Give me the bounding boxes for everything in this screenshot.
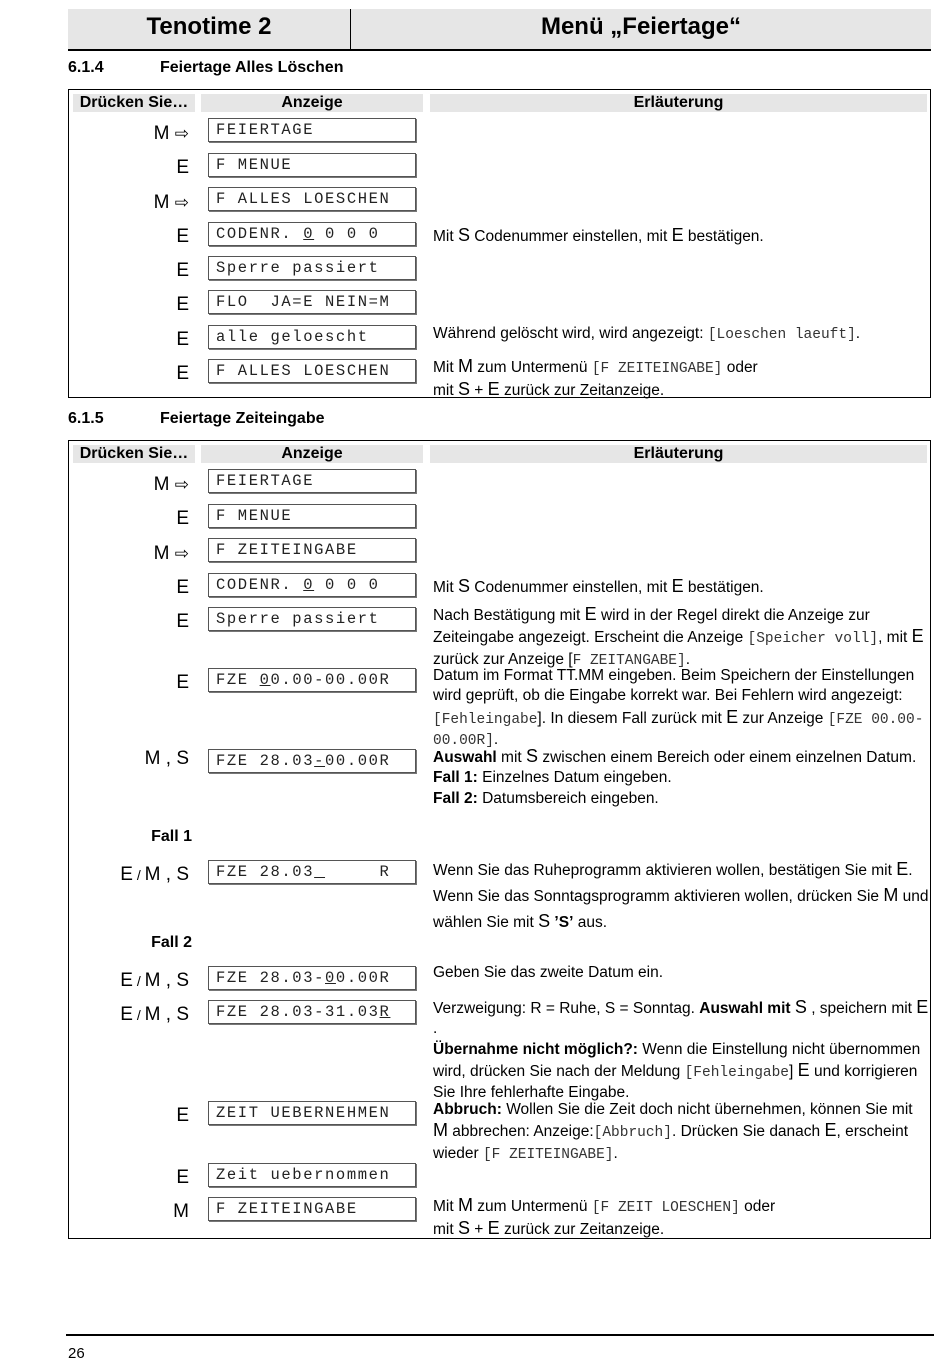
press-key: E [176,329,189,350]
page-number: 26 [68,1345,85,1362]
chapter-title: Menü „Feiertage“ [540,13,742,40]
section-title-6-1-4: 6.1.4 Feiertage Alles Löschen [68,59,344,76]
table-feiertage-loeschen [68,89,931,398]
lcd-display: F ZEITEINGABE [208,538,416,562]
press-key: E / M , S [120,1004,189,1025]
lcd-display: Zeit uebernommen [208,1163,416,1187]
footer-divider [66,1334,934,1336]
description: Nach Bestätigung mit E wird in der Regel direkt die Anzeige zur Zeiteingabe angezeigt. Erscheint die Anzeige [Speicher voll], mit E zurück zur Anzeige [F ZEITANGABE]. [433,604,924,669]
description: Mit S Codenummer einstellen, mit E bestätigen. [433,225,764,245]
col-press-header: Drücken Sie… [73,94,195,112]
press-key: E / M , S [120,864,189,885]
col-desc-header: Erläuterung [430,94,927,112]
lcd-display: F ZEITEINGABE [208,1197,416,1221]
press-key: E [176,1167,189,1188]
press-key: E [176,1105,189,1126]
lcd-display: alle geloescht [208,325,416,349]
lcd-display: F ALLES LOESCHEN [208,359,416,383]
table-feiertage-zeiteingabe [68,440,931,1239]
lcd-display: FEIERTAGE [208,469,416,493]
description: Mit M zum Untermenü [F ZEITEINGABE] oder mit S + E zurück zur Zeitanzeige. [433,356,758,400]
lcd-display: CODENR. 0 0 0 0 [208,573,416,597]
description: Wenn Sie das Ruheprogramm aktivieren wollen, bestätigen Sie mit E. Wenn Sie das Sonntagsprogramm aktivieren wollen, drücken Sie M und wählen Sie mit S ’S’ aus. [433,859,929,931]
section-title-6-1-5: 6.1.5 Feiertage Zeiteingabe [68,410,325,427]
description: Abbruch: Wollen Sie die Zeit doch nicht übernehmen, können Sie mit M abbrechen: Anzeige:[Abbruch]. Drücken Sie danach E, erscheint wieder [F ZEITEINGABE]. [433,1101,913,1163]
lcd-display: CODENR. 0 0 0 0 [208,222,416,246]
lcd-display: FLO JA=E NEIN=M [208,290,416,314]
press-key: M ⇨ [153,474,189,495]
case-label-fall-2: Fall 2 [151,934,192,951]
arrow-right-icon: ⇨ [174,124,189,143]
lcd-display: F MENUE [208,153,416,177]
description: Während gelöscht wird, wird angezeigt: [Loeschen laeuft]. [433,325,861,343]
lcd-display: FZE 28.03 R [208,860,416,884]
description: Mit S Codenummer einstellen, mit E bestätigen. [433,576,764,596]
press-key: E / M , S [120,970,189,991]
press-key: E [176,672,189,693]
col-press-header: Drücken Sie… [73,445,195,463]
press-key: M ⇨ [153,192,189,213]
arrow-right-icon: ⇨ [174,475,189,494]
col-display-header: Anzeige [201,94,423,112]
lcd-display: FZE 00.00-00.00R [208,668,416,692]
press-key: E [176,577,189,598]
press-key: M [173,1201,189,1222]
press-key: E [176,157,189,178]
lcd-display: Sperre passiert [208,256,416,280]
lcd-display: Sperre passiert [208,607,416,631]
description: Auswahl mit S zwischen einem Bereich oder einem einzelnen Datum. Fall 1: Einzelnes Datum eingeben. Fall 2: Datumsbereich eingeben. [433,746,917,807]
lcd-display: FEIERTAGE [208,118,416,142]
page-header [68,9,931,51]
press-key: M ⇨ [153,543,189,564]
case-label-fall-1: Fall 1 [151,828,192,845]
description: Geben Sie das zweite Datum ein. [433,964,664,981]
description: Verzweigung: R = Ruhe, S = Sonntag. Auswahl mit S , speichern mit E . Übernahme nicht möglich?: Wenn die Einstellung nicht übernommen wird, drücken Sie nach der Meldung [Fehleingabe] E und korrigieren Sie Ihre fehlerhafte Eingabe. [433,997,929,1102]
col-display-header: Anzeige [201,445,423,463]
press-key: E [176,611,189,632]
press-key: E [176,363,189,384]
lcd-display: FZE 28.03-00.00R [208,966,416,990]
col-desc-header: Erläuterung [430,445,927,463]
manual-title: Tenotime 2 [146,13,272,40]
lcd-display: F MENUE [208,504,416,528]
press-key: E [176,508,189,529]
arrow-right-icon: ⇨ [174,193,189,212]
lcd-display: ZEIT UEBERNEHMEN [208,1101,416,1125]
arrow-right-icon: ⇨ [174,544,189,563]
press-key: M ⇨ [153,123,189,144]
lcd-display: FZE 28.03-31.03R [208,1000,416,1024]
press-key: E [176,260,189,281]
lcd-display: FZE 28.03-00.00R [208,749,416,773]
description: Datum im Format TT.MM eingeben. Beim Speichern der Einstellungen wird geprüft, ob die Eingabe korrekt war. Bei Fehlern wird angezeigt: [Fehleingabe]. In diesem Fall zurück mit E zur Anzeige [FZE 00.00-00.00R]. [433,667,924,749]
press-key: E [176,294,189,315]
lcd-display: F ALLES LOESCHEN [208,187,416,211]
press-key: M , S [144,748,189,769]
press-key: E [176,226,189,247]
description: Mit M zum Untermenü [F ZEIT LOESCHEN] oder mit S + E zurück zur Zeitanzeige. [433,1195,776,1239]
